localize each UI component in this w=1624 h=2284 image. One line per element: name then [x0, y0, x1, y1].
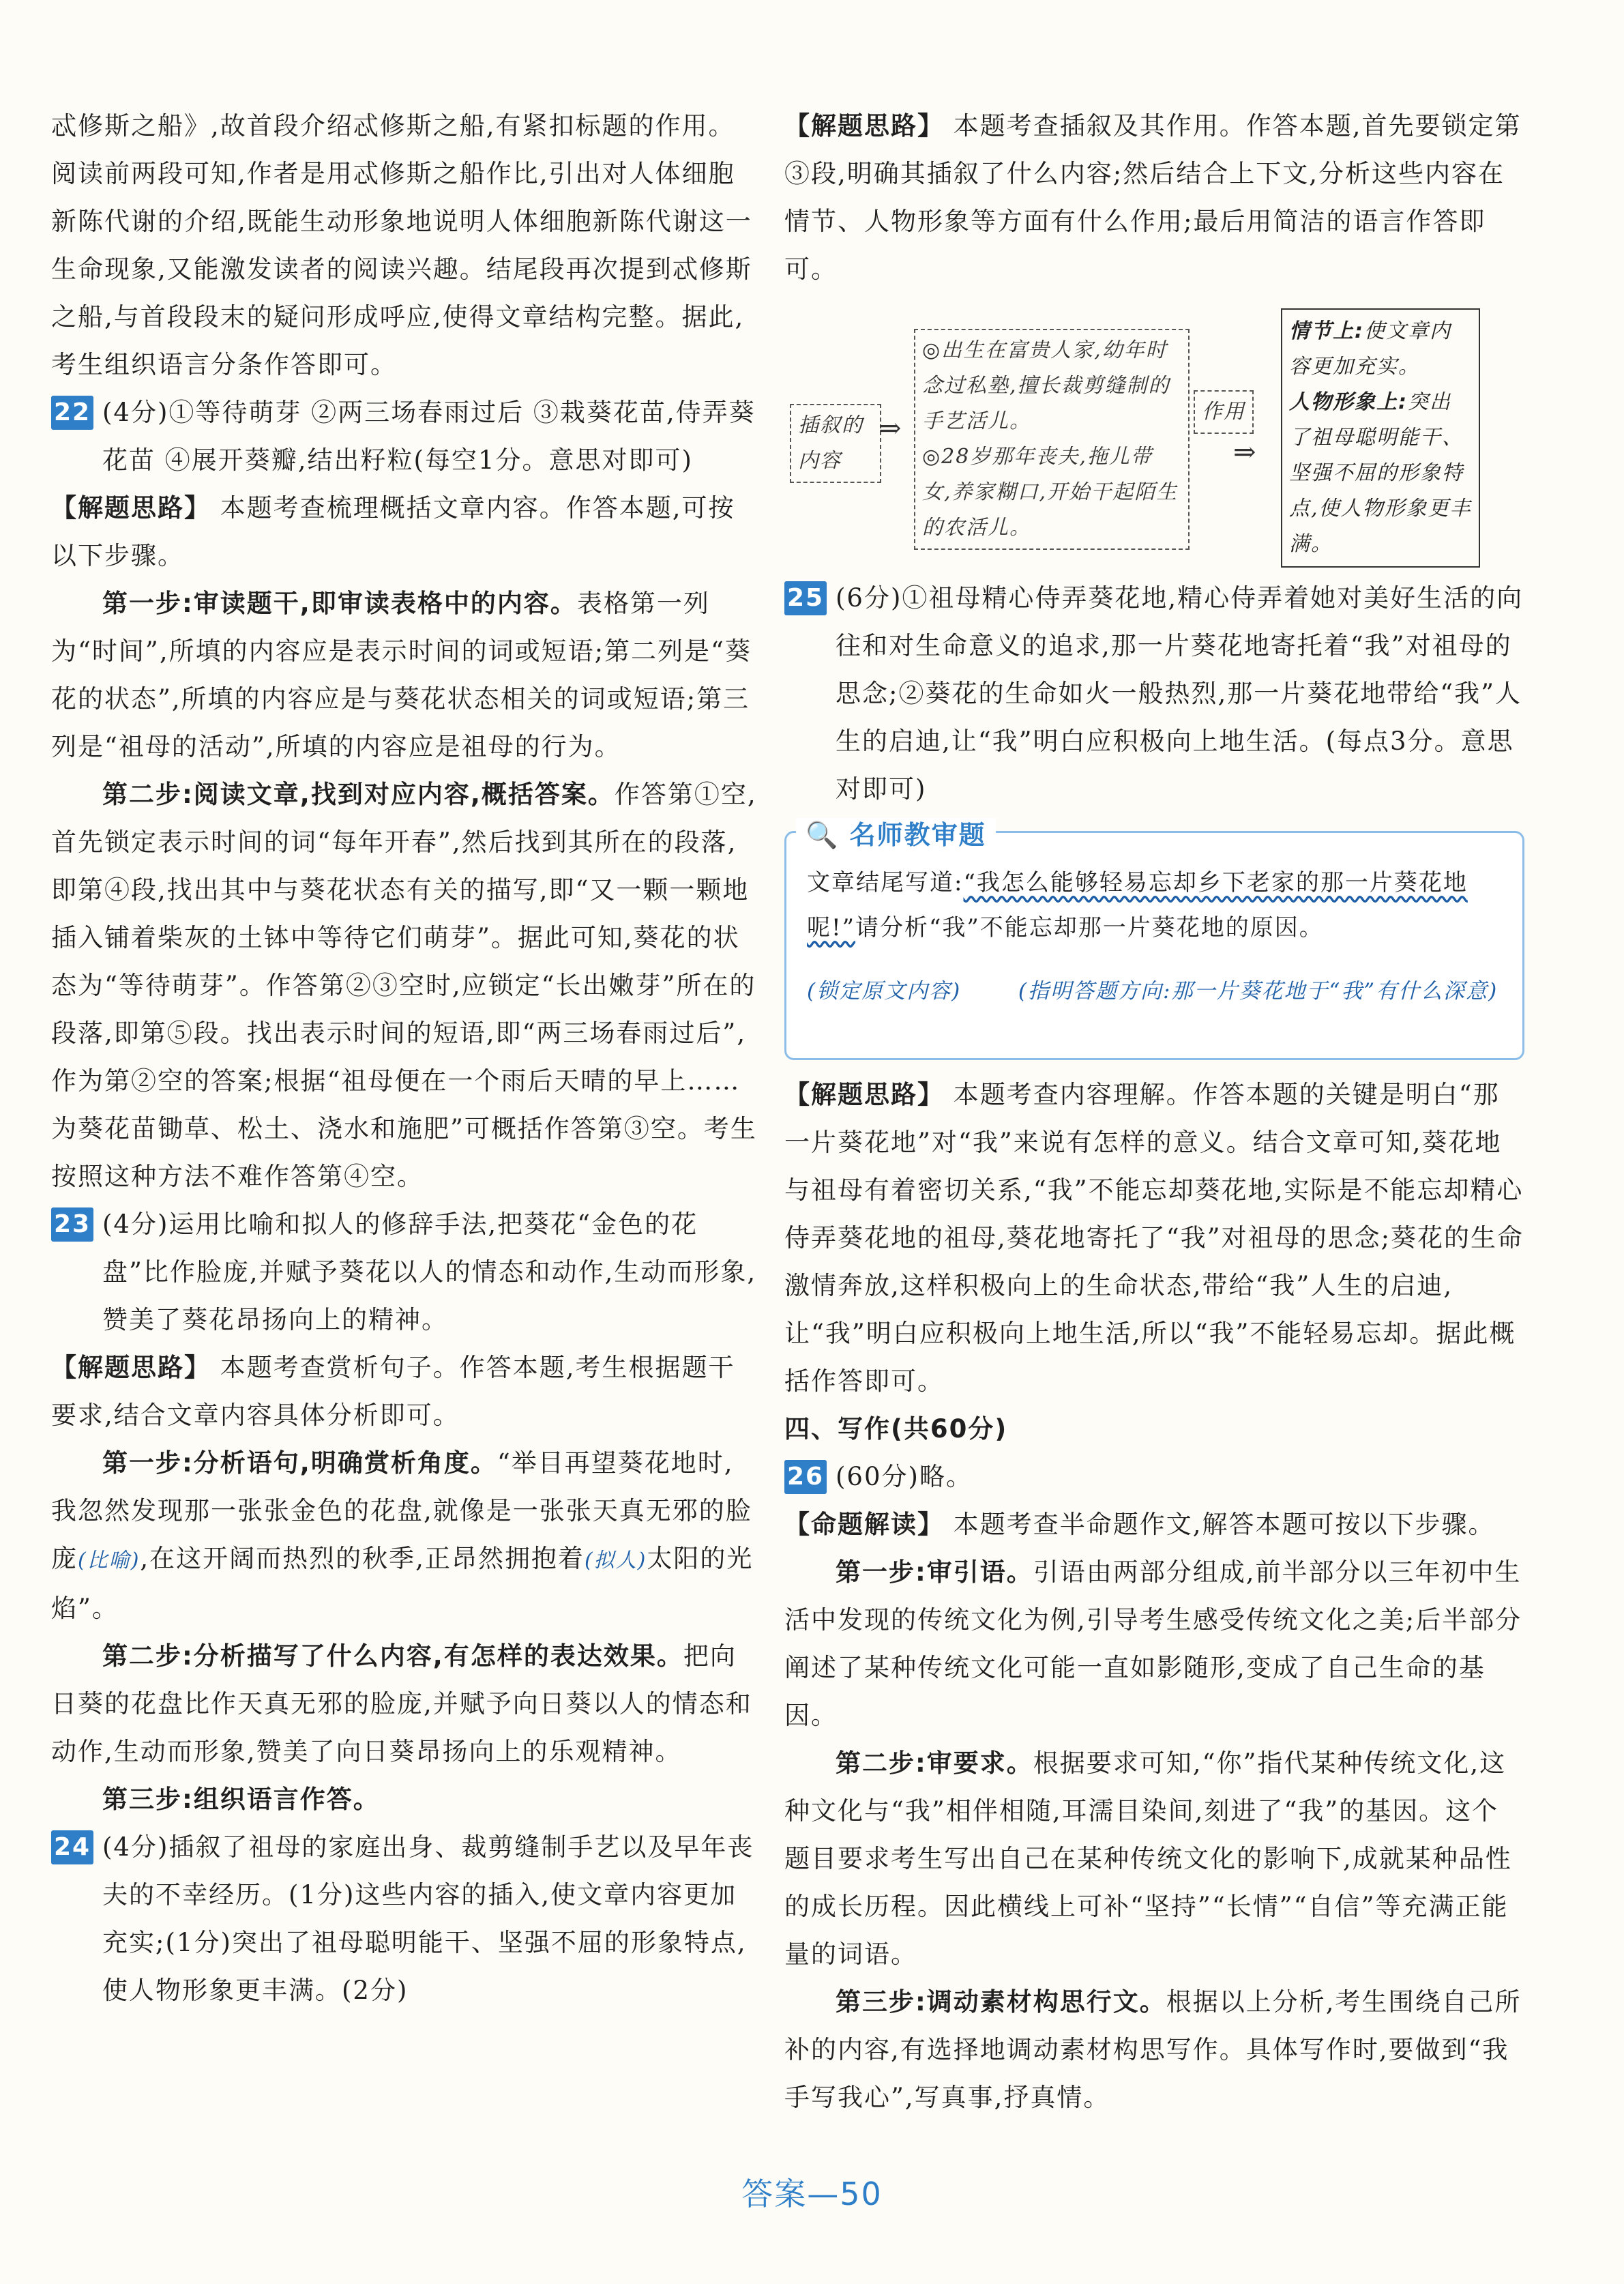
q22-step2-head: 第二步:阅读文章,找到对应内容,概括答案。: [102, 780, 615, 809]
diagram-arrow-2: ⇒: [1233, 437, 1258, 468]
teacher-tip-title: [796, 818, 996, 852]
q22-analysis: [51, 484, 757, 580]
teacher-tip-note-2: (指明答题方向:那一片葵花地于“我”有什么深意): [1018, 979, 1498, 1004]
diagram-result-character: [1289, 385, 1472, 562]
teacher-tip-quote: “我怎么能够轻易忘却乡下老家的那一片葵花地呢!”: [807, 869, 1468, 941]
teacher-tip-body: [807, 860, 1506, 950]
q22-analysis-text: 本题考查梳理概括文章内容。作答本题,可按以下步骤。: [51, 493, 735, 570]
q23-step3-head: 第三步:组织语言作答。: [102, 1785, 380, 1814]
q23-analysis: [51, 1344, 757, 1439]
intro-paragraph: 忒修斯之船》,故首段介绍忒修斯之船,有紧扣标题的作用。阅读前两段可知,作者是用忒修斯之船作比,引出对人体细胞新陈代谢的介绍,既能生动形象地说明人体细胞新陈代谢这一生命现象,又能激发读者的阅读兴趣。结尾段再次提到忒修斯之船,与首段段末的疑问形成呼应,使得文章结构完整。据此,考生组织语言分条作答即可。: [51, 111, 752, 379]
teacher-tip-note-1: (锁定原文内容): [807, 979, 962, 1004]
q23-step1: [51, 1439, 757, 1633]
diagram-result-plot-head: 情节上:: [1289, 319, 1364, 343]
q23-step1-b: ,在这开阔而热烈的秋季,正昂然拥抱着: [140, 1544, 585, 1573]
q23-note-personification: (拟人): [584, 1549, 647, 1572]
q23-step1-c: 太阳的光焰”。: [51, 1544, 754, 1623]
q26-badge: 26: [784, 1460, 827, 1494]
diagram-box-flashback: [914, 329, 1190, 550]
q22-analysis-label: 【解题思路】: [51, 493, 211, 523]
q26-analysis-text: 本题考查半命题作文,解答本题可按以下步骤。: [953, 1510, 1495, 1539]
diagram-result-character-text: 突出了祖母聪明能干、坚强不屈的形象特点,使人物形象更丰满。: [1289, 390, 1472, 556]
flashback-diagram: [784, 308, 1524, 568]
q23-analysis-text: 本题考查赏析句子。作答本题,考生根据题干要求,结合文章内容具体分析即可。: [51, 1353, 735, 1430]
q26-analysis-label: 【命题解读】: [784, 1510, 944, 1539]
q26-step3: [784, 1978, 1524, 2122]
q25-analysis-text: 本题考查内容理解。作答本题的关键是明白“那一片葵花地”对“我”来说有怎样的意义。结合文章可知,葵花地与祖母有着密切关系,“我”不能忘却葵花地,实际是不能忘却精心侍弄葵花地的祖母,葵花地寄托了“我”对祖母的思念;葵花的生命激情奔放,这样积极向上的生命状态,带给“我”人生的启迪,让“我”明白应积极向上地生活,所以“我”不能轻易忘却。据此概括作答即可。: [784, 1080, 1524, 1396]
q22-step1: [51, 580, 757, 771]
q23-badge: 23: [51, 1207, 93, 1242]
section-writing-title: 四、写作(共60分): [784, 1414, 1008, 1444]
teacher-tip-text-a: 文章结尾写道:: [807, 869, 964, 896]
q22-step2-text: 作答第①空,首先锁定表示时间的词“每年开春”,然后找到其所在的段落,即第④段,找出其中与葵花状态有关的描写,即“又一颗一颗地插入铺着柴灰的土钵中等待它们萌芽”。据此可知,葵花的状态为“等待萌芽”。作答第②③空时,应锁定“长出嫩芽”所在的段落,即第⑤段。找出表示时间的短语,即“两三场春雨过后”,作为第②空的答案;根据“祖母便在一个雨后天晴的早上……为葵花苗锄草、松土、浇水和施肥”可概括作答第③空。考生按照这种方法不难作答第④空。: [51, 780, 757, 1191]
q26-answer-text: (60分)略。: [836, 1462, 973, 1491]
q23-step2-text: 把向日葵的花盘比作天真无邪的脸庞,并赋予向日葵以人的情态和动作,生动而形象,赞美了向日葵昂扬向上的乐观精神。: [51, 1641, 752, 1766]
teacher-tip-text-b: 请分析“我”不能忘却那一片葵花地的原因。: [855, 914, 1324, 941]
q23-step2-head: 第二步:分析描写了什么内容,有怎样的表达效果。: [102, 1641, 683, 1671]
q22-step2: [51, 771, 757, 1201]
q24-analysis-text: 本题考查插叙及其作用。作答本题,首先要锁定第③段,明确其插叙了什么内容;然后结合上下文,分析这些内容在情节、人物形象等方面有什么作用;最后用简洁的语言作答即可。: [784, 111, 1522, 284]
q22-answer: [51, 389, 757, 484]
q22-step1-head: 第一步:审读题干,即审读表格中的内容。: [102, 589, 577, 618]
q26-step2-head: 第二步:审要求。: [836, 1748, 1033, 1778]
q23-note-metaphor: (比喻): [78, 1549, 141, 1572]
q26-step1-head: 第一步:审引语。: [836, 1557, 1033, 1587]
q23-step1-head: 第一步:分析语句,明确赏析角度。: [102, 1448, 497, 1478]
q26-step3-text: 根据以上分析,考生围绕自己所补的内容,有选择地调动素材构思写作。具体写作时,要做到“我手写我心”,写真事,抒真情。: [784, 1987, 1522, 2112]
q26-step3-head: 第三步:调动素材构思行文。: [836, 1987, 1166, 2017]
q23-step2: [51, 1633, 757, 1776]
q23-analysis-label: 【解题思路】: [51, 1353, 211, 1382]
q24-answer: [51, 1824, 757, 2015]
diagram-box-content: 插叙的内容: [790, 404, 881, 483]
q22-answer-text: (4分)①等待萌芽 ②两三场春雨过后 ③栽葵花苗,侍弄葵花苗 ④展开葵瓣,结出籽粒(每空1分。意思对即可): [102, 398, 756, 475]
diagram-result-plot-text: 使文章内容更加充实。: [1289, 319, 1451, 379]
q23-answer-text: (4分)运用比喻和拟人的修辞手法,把葵花“金色的花盘”比作脸庞,并赋予葵花以人的情态和动作,生动而形象,赞美了葵花昂扬向上的精神。: [102, 1210, 757, 1334]
q26-step1-text: 引语由两部分组成,前半部分以三年初中生活中发现的传统文化为例,引导考生感受传统文化之美;后半部分阐述了某种传统文化可能一直如影随形,变成了自己生命的基因。: [784, 1557, 1522, 1730]
teacher-tip-title-text: 名师教审题: [849, 820, 986, 850]
diagram-box-result: [1281, 308, 1480, 568]
q25-badge: 25: [784, 581, 827, 615]
q23-answer: [51, 1201, 757, 1344]
q22-badge: 22: [51, 396, 93, 430]
q26-analysis: [784, 1501, 1524, 1549]
teacher-tip-notes: [807, 969, 1506, 1013]
diagram-box-effect: 作用: [1194, 390, 1254, 434]
q26-step2-text: 根据要求可知,“你”指代某种传统文化,这种文化与“我”相伴相随,耳濡目染间,刻进了“我”的基因。这个题目要求考生写出自己在某种传统文化的影响下,成就某种品性的成长历程。因此横线上可补“坚持”“长情”“自信”等充满正能量的词语。: [784, 1748, 1512, 1969]
magnifier-icon: 🔍: [806, 820, 840, 850]
q24-badge: 24: [51, 1830, 93, 1864]
q24-answer-text: (4分)插叙了祖母的家庭出身、裁剪缝制手艺以及早年丧夫的不幸经历。(1分)这些内容的插入,使文章内容更加充实;(1分)突出了祖母聪明能干、坚强不屈的形象特点,使人物形象更丰满。(2分): [102, 1832, 754, 2005]
q24-analysis: [784, 102, 1524, 293]
right-column: [784, 102, 1524, 2122]
q26-step1: [784, 1549, 1524, 1740]
diagram-result-plot: [1289, 314, 1472, 385]
q25-analysis-label: 【解题思路】: [784, 1080, 944, 1109]
teacher-tip-box: [784, 820, 1524, 1060]
q24-analysis-label: 【解题思路】: [784, 111, 944, 141]
q25-answer: [784, 574, 1524, 813]
diagram-result-character-head: 人物形象上:: [1289, 390, 1408, 414]
q26-answer: [784, 1453, 1524, 1501]
q23-step3: [51, 1776, 757, 1824]
page-footer: 答案—50: [741, 2176, 883, 2212]
q22-step1-text: 表格第一列为“时间”,所填的内容应是表示时间的词或短语;第二列是“葵花的状态”,所填的内容应是与葵花状态相关的词或短语;第三列是“祖母的活动”,所填的内容应是祖母的行为。: [51, 589, 752, 761]
q25-answer-text: (6分)①祖母精心侍弄葵花地,精心侍弄着她对美好生活的向往和对生命意义的追求,那一片葵花地寄托着“我”对祖母的思念;②葵花的生命如火一般热烈,那一片葵花地带给“我”人生的启迪,让“我”明白应积极向上地生活。(每点3分。意思对即可): [836, 583, 1524, 804]
diagram-arrow-1: ⇒: [879, 413, 903, 444]
q25-analysis: [784, 1071, 1524, 1405]
diagram-flashback-item-1: ◎出生在富贵人家,幼年时念过私塾,擅长裁剪缝制的手艺活儿。: [922, 338, 1170, 433]
diagram-flashback-item-2: ◎28岁那年丧夫,拖儿带女,养家糊口,开始干起陌生的农活儿。: [922, 445, 1179, 540]
q23-step1-a: “举目再望葵花地时,我忽然发现那一张张金色的花盘,就像是一张张天真无邪的脸庞: [51, 1448, 752, 1573]
q26-step2: [784, 1740, 1524, 1978]
left-column: [51, 102, 757, 2015]
